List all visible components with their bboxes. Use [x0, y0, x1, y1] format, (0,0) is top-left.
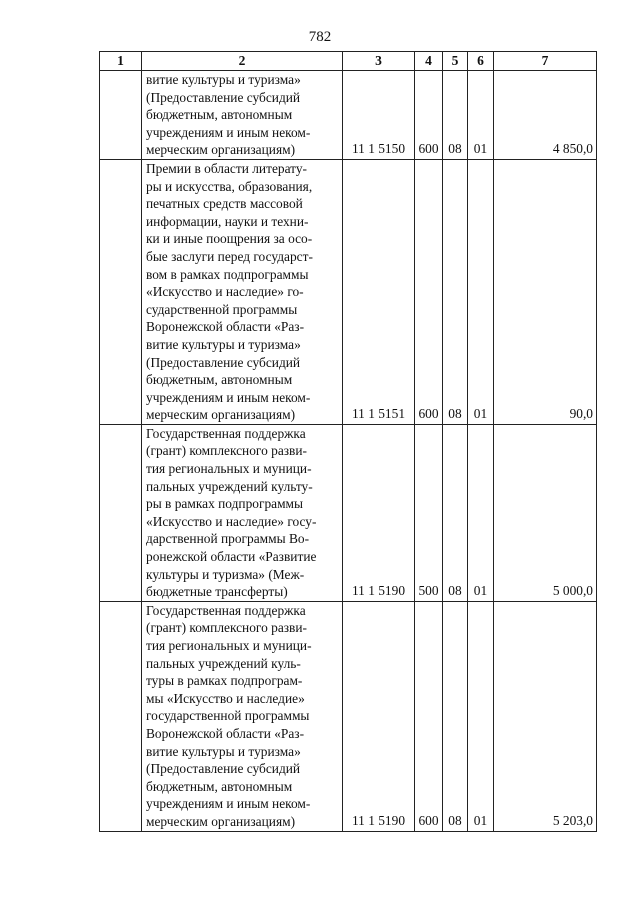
target-code-cell: 11 1 5151: [343, 159, 415, 424]
budget-table: [99, 51, 597, 832]
amount-cell: 5 203,0: [494, 601, 597, 831]
table-row: [100, 424, 597, 601]
expense-type-cell: 500: [415, 424, 443, 601]
table-header-row: [100, 52, 597, 71]
description-text: Государственная поддержка (грант) комплексного разви- тия региональных и муници- пальных учреждений куль- туры в рамках подпрограм- мы «Искусство и наследие» государственной программы Воронежской области «Раз- витие культуры и туризма» (Предоставление субсидий бюджетным, автономным учреждениям и иным неком- мерческим организациям): [146, 602, 312, 829]
header-col-1: 1: [100, 52, 142, 71]
header-col-6: 6: [468, 52, 494, 71]
description-text: Премии в области литерату- ры и искусства, образования, печатных средств массовой информации, науки и техни- ки и иные поощрения за осо- бые заслуги перед государст- вом в рамках подпрограммы «Искусство и наследие» го- сударственной программы Воронежской области «Раз- витие культуры и туризма» (Предоставление субсидий бюджетным, автономным учреждениям и иным неком- мерческим организациям): [146, 160, 313, 423]
amount-cell: 4 850,0: [494, 71, 597, 160]
expense-type-cell: 600: [415, 601, 443, 831]
description-cell: [142, 424, 343, 601]
header-col-4: 4: [415, 52, 443, 71]
row-number-cell: [100, 424, 142, 601]
table-row: [100, 159, 597, 424]
expense-type-cell: 600: [415, 159, 443, 424]
description-text: Государственная поддержка (грант) комплексного разви- тия региональных и муници- пальных учреждений культу- ры в рамках подпрограммы «Искусство и наследие» госу- дарственной программы Во- ронежской области «Развитие культуры и туризма» (Меж- бюджетные трансферты): [146, 425, 317, 600]
header-col-3: 3: [343, 52, 415, 71]
page-number: 782: [308, 29, 332, 45]
header-col-5: 5: [443, 52, 468, 71]
target-code-cell: 11 1 5150: [343, 71, 415, 160]
section-cell: 08: [443, 601, 468, 831]
description-cell: [142, 159, 343, 424]
subsection-cell: 01: [468, 71, 494, 160]
section-cell: 08: [443, 159, 468, 424]
table-row: [100, 601, 597, 831]
expense-type-cell: 600: [415, 71, 443, 160]
row-number-cell: [100, 159, 142, 424]
description-text: витие культуры и туризма» (Предоставление субсидий бюджетным, автономным учреждениям и иным неком- мерческим организациям): [146, 72, 311, 158]
row-number-cell: [100, 601, 142, 831]
section-cell: 08: [443, 424, 468, 601]
subsection-cell: 01: [468, 159, 494, 424]
table-row: [100, 71, 597, 160]
amount-cell: 90,0: [494, 159, 597, 424]
header-col-2: 2: [142, 52, 343, 71]
subsection-cell: 01: [468, 601, 494, 831]
row-number-cell: [100, 71, 142, 160]
target-code-cell: 11 1 5190: [343, 601, 415, 831]
section-cell: 08: [443, 71, 468, 160]
header-col-7: 7: [494, 52, 597, 71]
description-cell: [142, 71, 343, 160]
target-code-cell: 11 1 5190: [343, 424, 415, 601]
subsection-cell: 01: [468, 424, 494, 601]
description-cell: [142, 601, 343, 831]
amount-cell: 5 000,0: [494, 424, 597, 601]
